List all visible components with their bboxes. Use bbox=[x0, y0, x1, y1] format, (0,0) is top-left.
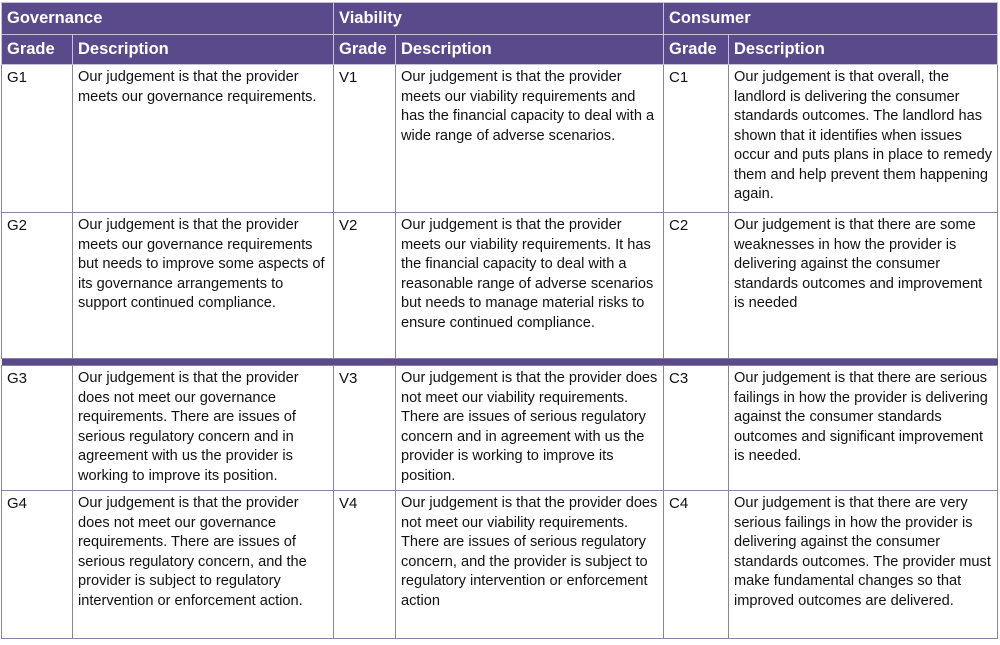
consumer-grade-cell: C4 bbox=[664, 491, 729, 639]
governance-description-cell: Our judgement is that the provider meets our governance requirements but needs to improve some aspects of its governance arrangements to support continued compliance. bbox=[73, 213, 334, 359]
viability-grade-cell: V2 bbox=[334, 213, 396, 359]
consumer-description-header: Description bbox=[729, 35, 998, 65]
viability-grade-header: Grade bbox=[334, 35, 396, 65]
consumer-header: Consumer bbox=[664, 3, 998, 35]
governance-grade-cell: G3 bbox=[2, 366, 73, 491]
governance-grade-cell: G4 bbox=[2, 491, 73, 639]
governance-header: Governance bbox=[2, 3, 334, 35]
viability-grade-cell: V3 bbox=[334, 366, 396, 491]
governance-description-header: Description bbox=[73, 35, 334, 65]
consumer-grade-cell: C1 bbox=[664, 65, 729, 213]
governance-description-cell: Our judgement is that the provider meets our governance requirements. bbox=[73, 65, 334, 213]
consumer-grade-cell: C2 bbox=[664, 213, 729, 359]
governance-grade-cell: G2 bbox=[2, 213, 73, 359]
viability-description-cell: Our judgement is that the provider meets our viability requirements and has the financial capacity to deal with a wide range of adverse scenarios. bbox=[396, 65, 664, 213]
viability-description-cell: Our judgement is that the provider meets our viability requirements. It has the financial capacity to deal with a reasonable range of adverse scenarios but needs to manage material risks to ensure continued compliance. bbox=[396, 213, 664, 359]
section-divider bbox=[2, 359, 998, 366]
consumer-description-cell: Our judgement is that there are very serious failings in how the provider is delivering against the consumer standards outcomes. The provider must make fundamental changes so that improved outcomes are delivered. bbox=[729, 491, 998, 639]
grading-table bbox=[1, 2, 998, 639]
viability-grade-cell: V1 bbox=[334, 65, 396, 213]
group-header-row bbox=[2, 3, 998, 35]
grading-page bbox=[1, 2, 997, 639]
consumer-grade-cell: C3 bbox=[664, 366, 729, 491]
viability-description-cell: Our judgement is that the provider does not meet our viability requirements. There are issues of serious regulatory concern, and the provider is subject to regulatory intervention or enforcement action bbox=[396, 491, 664, 639]
viability-description-header: Description bbox=[396, 35, 664, 65]
viability-header: Viability bbox=[334, 3, 664, 35]
governance-description-cell: Our judgement is that the provider does not meet our governance requirements. There are issues of serious regulatory concern, and the provider is subject to regulatory intervention or enforcement action. bbox=[73, 491, 334, 639]
viability-grade-cell: V4 bbox=[334, 491, 396, 639]
consumer-description-cell: Our judgement is that there are serious failings in how the provider is delivering against the consumer standards outcomes and significant improvement is needed. bbox=[729, 366, 998, 491]
consumer-description-cell: Our judgement is that overall, the landlord is delivering the consumer standards outcomes. The landlord has shown that it identifies when issues occur and puts plans in place to remedy them and help prevent them happening again. bbox=[729, 65, 998, 213]
governance-grade-cell: G1 bbox=[2, 65, 73, 213]
table-row bbox=[2, 65, 998, 213]
table-row bbox=[2, 366, 998, 491]
column-header-row bbox=[2, 35, 998, 65]
divider-bar bbox=[2, 359, 998, 366]
table-row bbox=[2, 491, 998, 639]
consumer-grade-header: Grade bbox=[664, 35, 729, 65]
consumer-description-cell: Our judgement is that there are some weaknesses in how the provider is delivering against the consumer standards outcomes and improvement is needed bbox=[729, 213, 998, 359]
governance-grade-header: Grade bbox=[2, 35, 73, 65]
governance-description-cell: Our judgement is that the provider does not meet our governance requirements. There are issues of serious regulatory concern and in agreement with us the provider is working to improve its position. bbox=[73, 366, 334, 491]
table-row bbox=[2, 213, 998, 359]
viability-description-cell: Our judgement is that the provider does not meet our viability requirements. There are issues of serious regulatory concern and in agreement with us the provider is working to improve its position. bbox=[396, 366, 664, 491]
